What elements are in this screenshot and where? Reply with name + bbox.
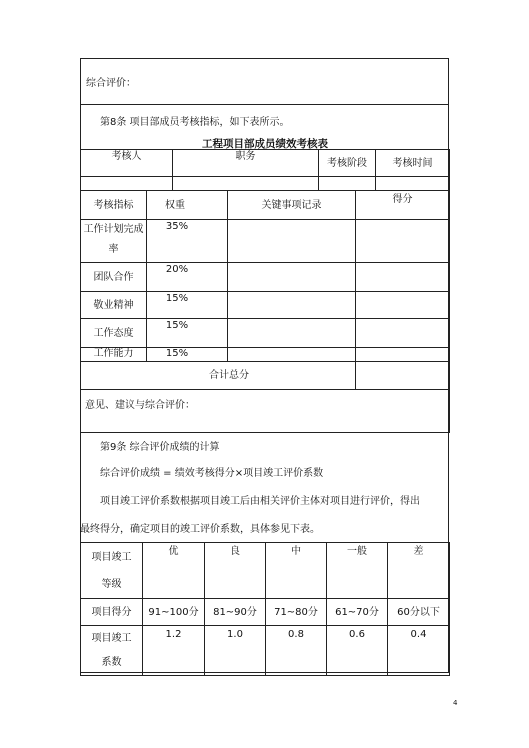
score-range: 61~70分 (327, 599, 388, 626)
coefficient-value: 1.0 (205, 626, 266, 676)
coefficient-table (80, 542, 450, 676)
cell-empty (319, 177, 376, 191)
indicator-label: 工作能力 (81, 348, 147, 362)
coefficient-value: 0.6 (327, 626, 388, 676)
weight-value: 15% (147, 292, 228, 319)
weight-value: 35% (147, 220, 228, 263)
score-range: 60分以下 (388, 599, 450, 626)
score-cell (356, 220, 450, 263)
paragraph-line-2: 最终得分，确定项目的竣工评价系数，具体参见下表。 (80, 524, 320, 535)
grade-cell: 中 (266, 543, 327, 599)
score-cell (356, 348, 450, 362)
indicator-label: 团队合作 (81, 263, 147, 292)
record-cell (228, 263, 356, 292)
record-cell (228, 292, 356, 319)
coefficient-label: 系数 (101, 657, 122, 668)
record-cell (228, 319, 356, 348)
cell-empty (376, 177, 450, 191)
total-score-cell (356, 362, 450, 390)
formula-text: 综合评价成绩 = 绩效考核得分×项目竣工评价系数 (100, 468, 324, 479)
header-time: 考核时间 (376, 150, 450, 177)
grade-cell: 差 (388, 543, 450, 599)
comment-label: 意见、建议与综合评价： (81, 390, 450, 433)
grade-label: 项目竣工 (91, 552, 132, 563)
indicator-cell (81, 220, 147, 263)
table1-title: 工程项目部成员绩效考核表 (202, 138, 328, 150)
score-range: 81~90分 (205, 599, 266, 626)
indicator-label: 敬业精神 (81, 292, 147, 319)
header-reviewer: 考核人 (81, 150, 173, 177)
coefficient-value: 0.4 (388, 626, 450, 676)
grade-cell: 一般 (327, 543, 388, 599)
indicator-label: 率 (108, 244, 119, 255)
grade-label-cell (81, 543, 143, 599)
coefficient-value: 1.2 (143, 626, 205, 676)
cell-empty (81, 177, 173, 191)
record-cell (228, 220, 356, 263)
score-label: 项目得分 (81, 599, 143, 626)
top-comment-box (80, 58, 449, 105)
performance-table (80, 149, 450, 433)
score-cell (356, 292, 450, 319)
grade-label: 等级 (101, 579, 122, 590)
coefficient-value: 0.8 (266, 626, 327, 676)
col-weight: 权重 (147, 191, 228, 220)
top-comment-label: 综合评价： (86, 78, 136, 89)
grade-cell: 优 (143, 543, 205, 599)
header-position: 职务 (173, 150, 319, 177)
coefficient-label: 项目竣工 (91, 633, 132, 644)
weight-value: 15% (147, 319, 228, 348)
score-cell (356, 263, 450, 292)
score-range: 71~80分 (266, 599, 327, 626)
col-key-record: 关键事项记录 (228, 191, 356, 220)
article-9-text: 第9条 综合评价成绩的计算 (100, 442, 220, 453)
weight-value: 15% (147, 348, 228, 362)
page-number: 4 (453, 699, 458, 707)
score-cell (356, 319, 450, 348)
indicator-label: 工作计划完成 (83, 224, 144, 235)
score-range: 91~100分 (143, 599, 205, 626)
total-label: 合计总分 (81, 362, 356, 390)
coefficient-label-cell (81, 626, 143, 676)
grade-cell: 良 (205, 543, 266, 599)
weight-value: 20% (147, 263, 228, 292)
col-indicator: 考核指标 (81, 191, 147, 220)
article-8-text: 第8条 项目部成员考核指标，如下表所示。 (100, 117, 290, 128)
indicator-label: 工作态度 (81, 319, 147, 348)
col-score: 得分 (356, 191, 450, 220)
cell-empty (173, 177, 319, 191)
paragraph-line-1: 项目竣工评价系数根据项目竣工后由相关评价主体对项目进行评价，得出 (100, 496, 420, 507)
header-period: 考核阶段 (319, 150, 376, 177)
record-cell (228, 348, 356, 362)
